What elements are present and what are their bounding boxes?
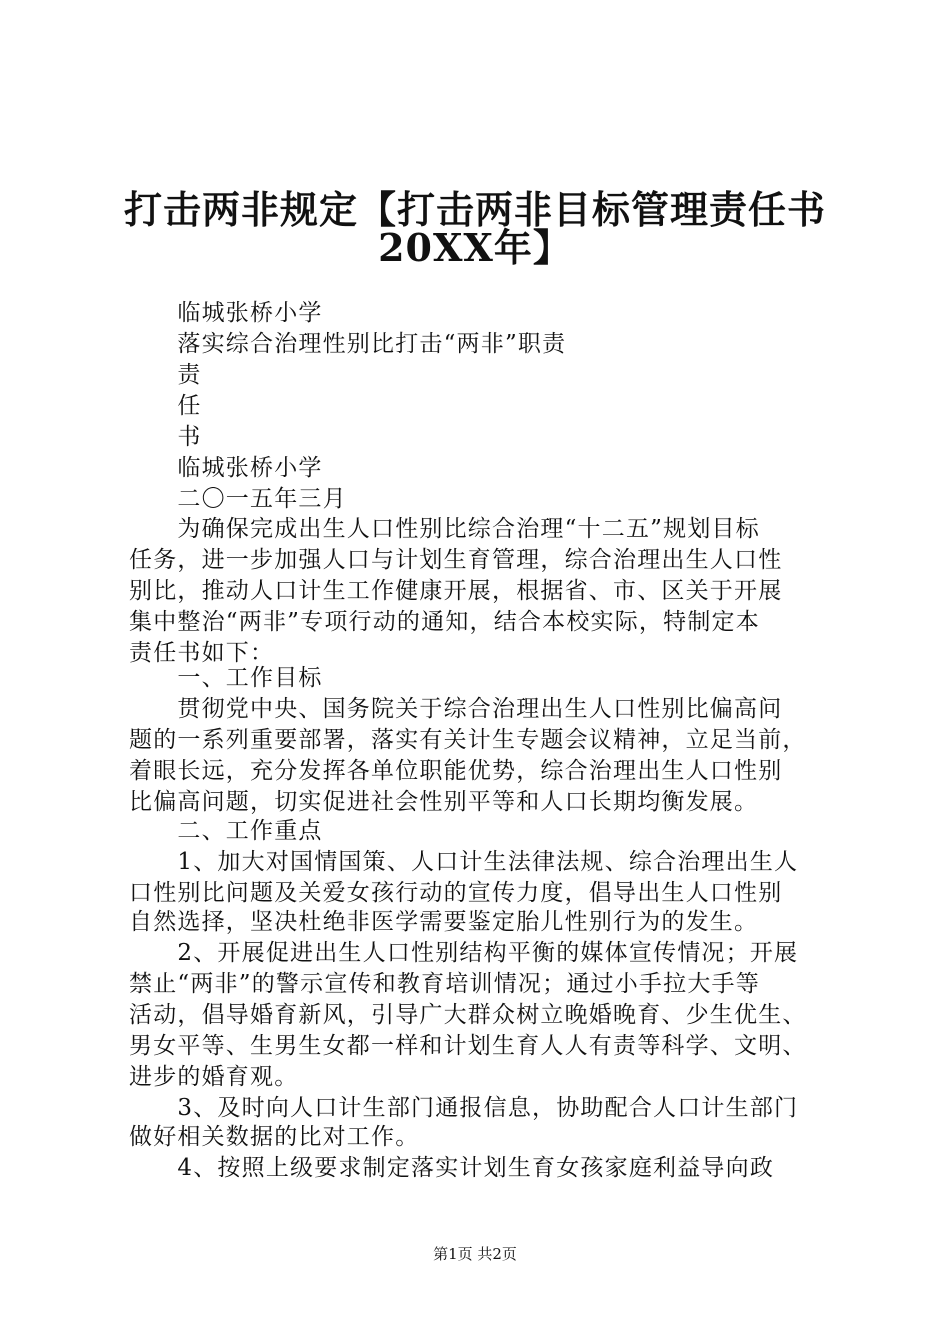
body-line: 1、加大对国情国策、人口计生法律法规、综合治理出生人 [129, 849, 799, 875]
body-line: 别比，推动人口计生工作健康开展，根据省、市、区关于开展 [129, 578, 783, 604]
body-line: 口性别比问题及关爱女孩行动的宣传力度，倡导出生人口性别 [129, 880, 783, 906]
body-line: 男女平等、生男生女都一样和计划生育人人有责等科学、文明、 [129, 1033, 807, 1059]
body-line: 进步的婚育观。 [129, 1064, 299, 1090]
body-line: 临城张桥小学 [129, 300, 323, 326]
document-title-line-2: 20XX年】 [378, 225, 572, 270]
page-footer: 第1页 共2页 [433, 1245, 517, 1263]
body-line: 二〇一五年三月 [129, 486, 347, 512]
body-line: 做好相关数据的比对工作。 [129, 1124, 420, 1150]
body-line: 自然选择，坚决杜绝非医学需要鉴定胎儿性别行为的发生。 [129, 909, 759, 935]
document-title-line-1: 打击两非规定【打击两非目标管理责任书 [123, 187, 826, 232]
body-line: 书 [129, 424, 202, 450]
body-line: 比偏高问题，切实促进社会性别平等和人口长期均衡发展。 [129, 789, 759, 815]
body-line: 临城张桥小学 [129, 455, 323, 481]
body-line: 责任书如下： [129, 640, 275, 666]
body-line: 责 [129, 362, 202, 388]
body-line: 为确保完成出生人口性别比综合治理“十二五”规划目标 [129, 516, 760, 542]
body-line: 集中整治“两非”专项行动的通知，结合本校实际，特制定本 [129, 609, 760, 635]
body-line: 4、按照上级要求制定落实计划生育女孩家庭利益导向政 [129, 1155, 775, 1181]
body-line: 着眼长远，充分发挥各单位职能优势，综合治理出生人口性别 [129, 758, 783, 784]
body-line: 题的一系列重要部署，落实有关计生专题会议精神，立足当前， [129, 727, 807, 753]
body-line: 2、开展促进出生人口性别结构平衡的媒体宣传情况；开展 [129, 940, 799, 966]
body-line: 贯彻党中央、国务院关于综合治理出生人口性别比偏高问 [129, 696, 783, 722]
body-line: 落实综合治理性别比打击“两非”职责 [129, 331, 567, 357]
section-heading: 二、工作重点 [129, 818, 323, 844]
body-line: 活动，倡导婚育新风，引导广大群众树立晚婚晚育、少生优生、 [129, 1002, 807, 1028]
body-line: 3、及时向人口计生部门通报信息，协助配合人口计生部门 [129, 1095, 799, 1121]
body-line: 任务，进一步加强人口与计划生育管理，综合治理出生人口性 [129, 547, 783, 573]
body-line: 禁止“两非”的警示宣传和教育培训情况；通过小手拉大手等 [129, 971, 760, 997]
section-heading: 一、工作目标 [129, 665, 323, 691]
body-line: 任 [129, 393, 202, 419]
